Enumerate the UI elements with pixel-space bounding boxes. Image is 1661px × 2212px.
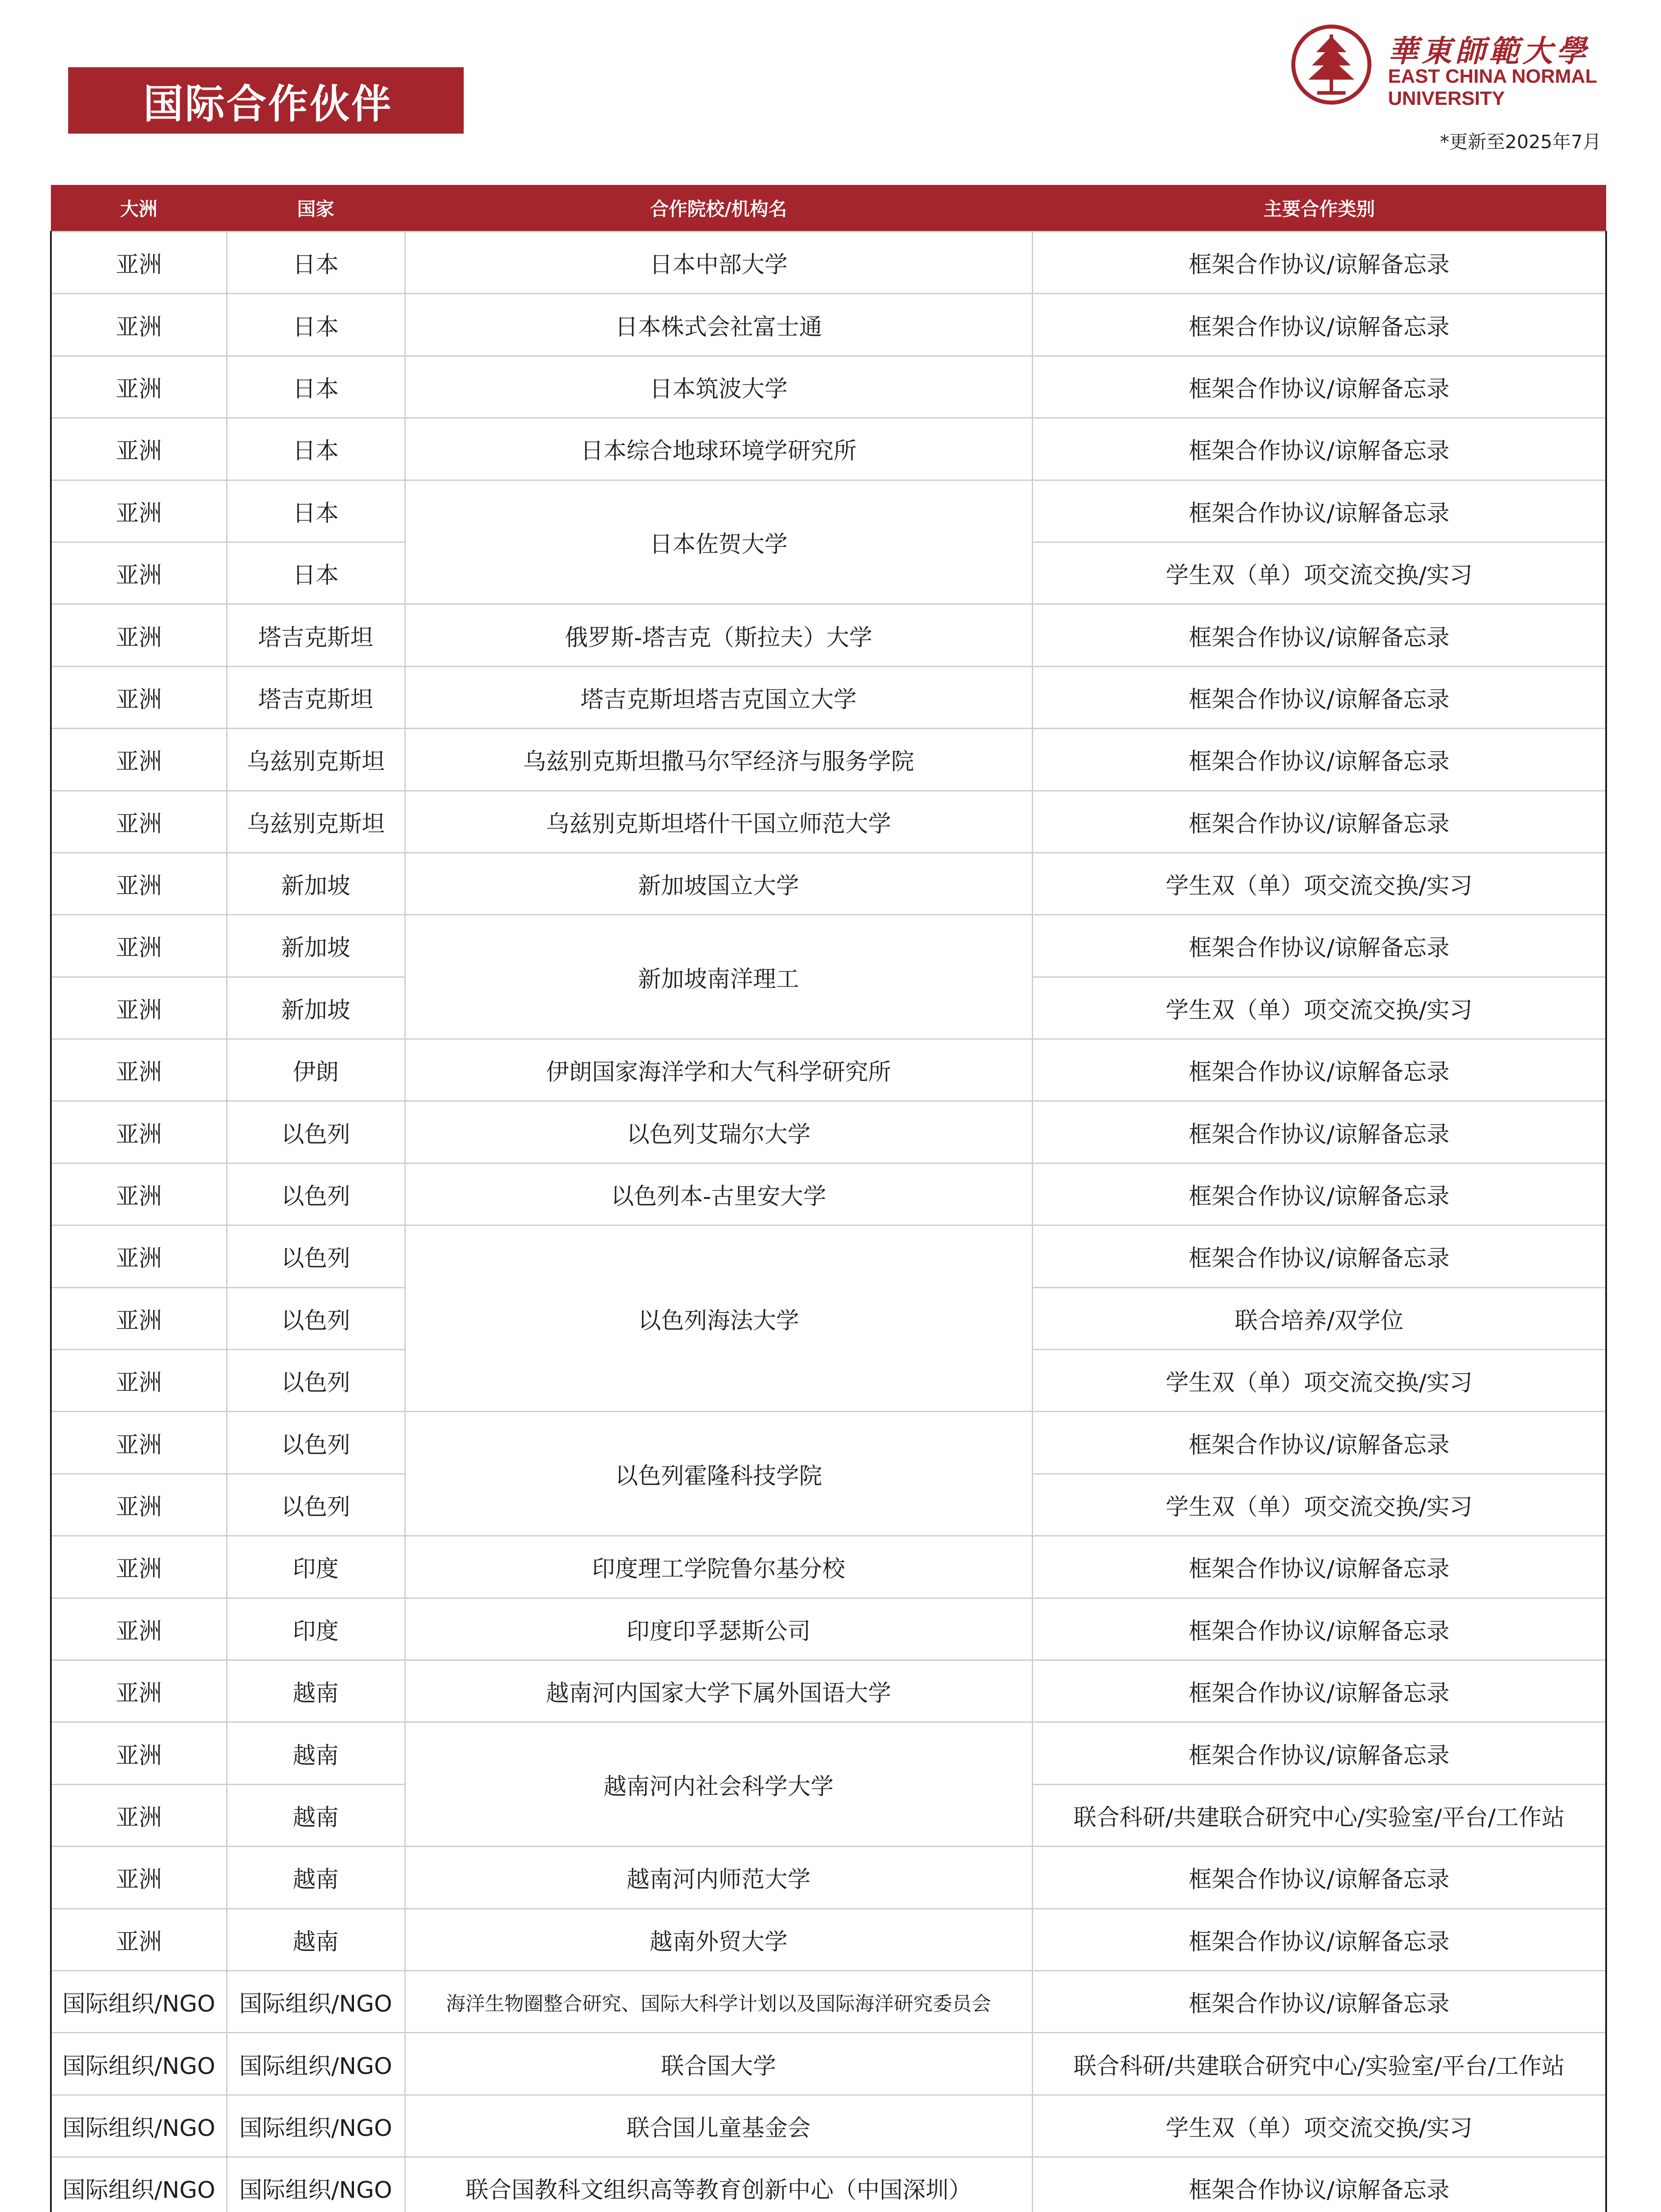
- cell-category: 框架合作协议/谅解备忘录: [1032, 356, 1606, 418]
- cell-continent: 亚洲: [51, 1350, 227, 1412]
- cell-continent: 亚洲: [51, 1909, 227, 1970]
- cell-country: 越南: [227, 1660, 405, 1722]
- cell-continent: 亚洲: [51, 666, 227, 728]
- cell-category: 框架合作协议/谅解备忘录: [1032, 232, 1606, 294]
- cell-organization: 新加坡南洋理工: [405, 915, 1032, 1039]
- cell-category: 联合科研/共建联合研究中心/实验室/平台/工作站: [1032, 2033, 1606, 2095]
- table-row: [51, 1722, 1606, 1784]
- cell-continent: 亚洲: [51, 542, 227, 604]
- table-header-row: [51, 185, 1606, 232]
- cell-country: 国际组织/NGO: [227, 2157, 405, 2212]
- cell-continent: 亚洲: [51, 356, 227, 418]
- table-row: [51, 791, 1606, 853]
- cell-continent: 亚洲: [51, 480, 227, 542]
- cell-category: 框架合作协议/谅解备忘录: [1032, 418, 1606, 480]
- cell-country: 以色列: [227, 1412, 405, 1474]
- cell-country: 国际组织/NGO: [227, 2033, 405, 2095]
- cell-category: 框架合作协议/谅解备忘录: [1032, 480, 1606, 542]
- cell-country: 国际组织/NGO: [227, 2095, 405, 2157]
- cell-continent: 亚洲: [51, 915, 227, 977]
- cell-organization: 联合国大学: [405, 2033, 1032, 2095]
- table-row: [51, 604, 1606, 666]
- cell-organization: 以色列本-古里安大学: [405, 1163, 1032, 1225]
- cell-continent: 国际组织/NGO: [51, 2095, 227, 2157]
- table-row: [51, 232, 1606, 294]
- partners-table: [50, 185, 1607, 2212]
- table-row: [51, 666, 1606, 728]
- cell-continent: 亚洲: [51, 1225, 227, 1287]
- cell-category: 框架合作协议/谅解备忘录: [1032, 604, 1606, 666]
- cell-category: 框架合作协议/谅解备忘录: [1032, 1225, 1606, 1287]
- table-row: [51, 1847, 1606, 1909]
- cell-organization: 越南河内国家大学下属外国语大学: [405, 1660, 1032, 1722]
- cell-country: 越南: [227, 1722, 405, 1784]
- cell-country: 国际组织/NGO: [227, 1970, 405, 2032]
- table-row: [51, 1039, 1606, 1101]
- cell-country: 乌兹别克斯坦: [227, 791, 405, 853]
- cell-country: 以色列: [227, 1163, 405, 1225]
- table-row: [51, 729, 1606, 791]
- cell-continent: 亚洲: [51, 729, 227, 791]
- table-row: [51, 480, 1606, 542]
- cell-country: 印度: [227, 1536, 405, 1598]
- logo-chinese-name: 華東師範大學: [1388, 34, 1590, 69]
- cell-continent: 亚洲: [51, 232, 227, 294]
- header-category: 主要合作类别: [1032, 185, 1606, 232]
- header-continent: 大洲: [51, 185, 227, 232]
- table-row: [51, 1598, 1606, 1660]
- cell-category: 框架合作协议/谅解备忘录: [1032, 294, 1606, 356]
- cell-country: 新加坡: [227, 977, 405, 1039]
- cell-country: 新加坡: [227, 915, 405, 977]
- cell-organization: 塔吉克斯坦塔吉克国立大学: [405, 666, 1032, 728]
- cell-continent: 亚洲: [51, 1660, 227, 1722]
- header-country: 国家: [227, 185, 405, 232]
- cell-category: 框架合作协议/谅解备忘录: [1032, 1412, 1606, 1474]
- cell-country: 新加坡: [227, 853, 405, 914]
- page-title: [68, 67, 464, 134]
- partners-table-container: [50, 185, 1605, 2212]
- cell-continent: 亚洲: [51, 1163, 227, 1225]
- cell-continent: 亚洲: [51, 1039, 227, 1101]
- cell-organization: 越南河内社会科学大学: [405, 1722, 1032, 1847]
- cell-organization: 日本佐贺大学: [405, 480, 1032, 604]
- table-row: [51, 2157, 1606, 2212]
- cell-continent: 亚洲: [51, 1287, 227, 1349]
- cell-continent: 亚洲: [51, 1722, 227, 1784]
- cell-continent: 亚洲: [51, 853, 227, 914]
- cell-category: 框架合作协议/谅解备忘录: [1032, 729, 1606, 791]
- university-logo: [1290, 23, 1626, 111]
- table-row: [51, 1225, 1606, 1287]
- table-row: [51, 418, 1606, 480]
- cell-continent: 亚洲: [51, 1598, 227, 1660]
- cell-country: 日本: [227, 294, 405, 356]
- cell-organization: 海洋生物圈整合研究、国际大科学计划以及国际海洋研究委员会: [405, 1970, 1032, 2032]
- cell-organization: 以色列艾瑞尔大学: [405, 1101, 1032, 1163]
- cell-continent: 亚洲: [51, 791, 227, 853]
- cell-category: 学生双（单）项交流交换/实习: [1032, 542, 1606, 604]
- header-organization: 合作院校/机构名: [405, 185, 1032, 232]
- cell-country: 印度: [227, 1598, 405, 1660]
- cell-category: 框架合作协议/谅解备忘录: [1032, 791, 1606, 853]
- cell-continent: 亚洲: [51, 418, 227, 480]
- cell-continent: 亚洲: [51, 294, 227, 356]
- cell-country: 越南: [227, 1909, 405, 1970]
- cell-continent: 亚洲: [51, 1474, 227, 1536]
- cell-country: 日本: [227, 232, 405, 294]
- cell-organization: 日本筑波大学: [405, 356, 1032, 418]
- cell-category: 框架合作协议/谅解备忘录: [1032, 1536, 1606, 1598]
- table-row: [51, 1412, 1606, 1474]
- cell-category: 框架合作协议/谅解备忘录: [1032, 1598, 1606, 1660]
- cell-category: 学生双（单）项交流交换/实习: [1032, 2095, 1606, 2157]
- cell-organization: 以色列霍隆科技学院: [405, 1412, 1032, 1536]
- logo-english-line2: UNIVERSITY: [1388, 88, 1505, 109]
- cell-country: 日本: [227, 356, 405, 418]
- cell-continent: 亚洲: [51, 1784, 227, 1846]
- cell-category: 框架合作协议/谅解备忘录: [1032, 1722, 1606, 1784]
- cell-country: 越南: [227, 1784, 405, 1846]
- table-row: [51, 1970, 1606, 2032]
- table-row: [51, 1536, 1606, 1598]
- cell-category: 框架合作协议/谅解备忘录: [1032, 1660, 1606, 1722]
- cell-country: 越南: [227, 1847, 405, 1909]
- table-row: [51, 1101, 1606, 1163]
- cell-category: 框架合作协议/谅解备忘录: [1032, 915, 1606, 977]
- table-row: [51, 356, 1606, 418]
- cell-category: 框架合作协议/谅解备忘录: [1032, 1101, 1606, 1163]
- table-body: [51, 232, 1606, 2212]
- cell-category: 框架合作协议/谅解备忘录: [1032, 1039, 1606, 1101]
- table-row: [51, 2095, 1606, 2157]
- cell-continent: 亚洲: [51, 604, 227, 666]
- cell-category: 框架合作协议/谅解备忘录: [1032, 2157, 1606, 2212]
- cell-country: 日本: [227, 542, 405, 604]
- cell-category: 框架合作协议/谅解备忘录: [1032, 1163, 1606, 1225]
- cell-organization: 伊朗国家海洋学和大气科学研究所: [405, 1039, 1032, 1101]
- cell-organization: 日本中部大学: [405, 232, 1032, 294]
- cell-country: 以色列: [227, 1474, 405, 1536]
- cell-country: 伊朗: [227, 1039, 405, 1101]
- cell-category: 联合科研/共建联合研究中心/实验室/平台/工作站: [1032, 1784, 1606, 1846]
- cell-country: 日本: [227, 418, 405, 480]
- cell-organization: 联合国教科文组织高等教育创新中心（中国深圳）: [405, 2157, 1032, 2212]
- cell-continent: 亚洲: [51, 977, 227, 1039]
- cell-organization: 印度印孚瑟斯公司: [405, 1598, 1032, 1660]
- cell-category: 学生双（单）项交流交换/实习: [1032, 1474, 1606, 1536]
- cell-category: 框架合作协议/谅解备忘录: [1032, 1909, 1606, 1970]
- cell-continent: 亚洲: [51, 1847, 227, 1909]
- cell-continent: 亚洲: [51, 1412, 227, 1474]
- cell-category: 框架合作协议/谅解备忘录: [1032, 1970, 1606, 2032]
- cell-country: 日本: [227, 480, 405, 542]
- cell-continent: 亚洲: [51, 1536, 227, 1598]
- cell-organization: 联合国儿童基金会: [405, 2095, 1032, 2157]
- cell-organization: 乌兹别克斯坦塔什干国立师范大学: [405, 791, 1032, 853]
- cell-category: 联合培养/双学位: [1032, 1287, 1606, 1349]
- cell-country: 以色列: [227, 1225, 405, 1287]
- page-title-text: 国际合作伙伴: [143, 81, 393, 127]
- table-row: [51, 2033, 1606, 2095]
- cell-country: 以色列: [227, 1350, 405, 1412]
- logo-english-line1: EAST CHINA NORMAL: [1388, 65, 1597, 87]
- cell-category: 学生双（单）项交流交换/实习: [1032, 853, 1606, 914]
- cell-organization: 以色列海法大学: [405, 1225, 1032, 1412]
- cell-organization: 越南外贸大学: [405, 1909, 1032, 1970]
- cell-country: 乌兹别克斯坦: [227, 729, 405, 791]
- table-row: [51, 1660, 1606, 1722]
- table-row: [51, 294, 1606, 356]
- cell-country: 以色列: [227, 1287, 405, 1349]
- table-row: [51, 1909, 1606, 1970]
- cell-continent: 国际组织/NGO: [51, 2157, 227, 2212]
- ecnu-seal-icon: [1290, 23, 1373, 106]
- cell-organization: 日本综合地球环境学研究所: [405, 418, 1032, 480]
- cell-category: 框架合作协议/谅解备忘录: [1032, 1847, 1606, 1909]
- cell-country: 以色列: [227, 1101, 405, 1163]
- cell-country: 塔吉克斯坦: [227, 666, 405, 728]
- cell-organization: 日本株式会社富士通: [405, 294, 1032, 356]
- table-row: [51, 915, 1606, 977]
- update-note: *更新至2025年7月: [1440, 131, 1601, 153]
- table-row: [51, 1163, 1606, 1225]
- cell-country: 塔吉克斯坦: [227, 604, 405, 666]
- table-row: [51, 853, 1606, 914]
- cell-category: 学生双（单）项交流交换/实习: [1032, 977, 1606, 1039]
- cell-category: 框架合作协议/谅解备忘录: [1032, 666, 1606, 728]
- cell-organization: 新加坡国立大学: [405, 853, 1032, 914]
- cell-continent: 亚洲: [51, 1101, 227, 1163]
- cell-organization: 印度理工学院鲁尔基分校: [405, 1536, 1032, 1598]
- cell-continent: 国际组织/NGO: [51, 2033, 227, 2095]
- cell-organization: 俄罗斯-塔吉克（斯拉夫）大学: [405, 604, 1032, 666]
- cell-organization: 越南河内师范大学: [405, 1847, 1032, 1909]
- cell-organization: 乌兹别克斯坦撒马尔罕经济与服务学院: [405, 729, 1032, 791]
- cell-category: 学生双（单）项交流交换/实习: [1032, 1350, 1606, 1412]
- cell-continent: 国际组织/NGO: [51, 1970, 227, 2032]
